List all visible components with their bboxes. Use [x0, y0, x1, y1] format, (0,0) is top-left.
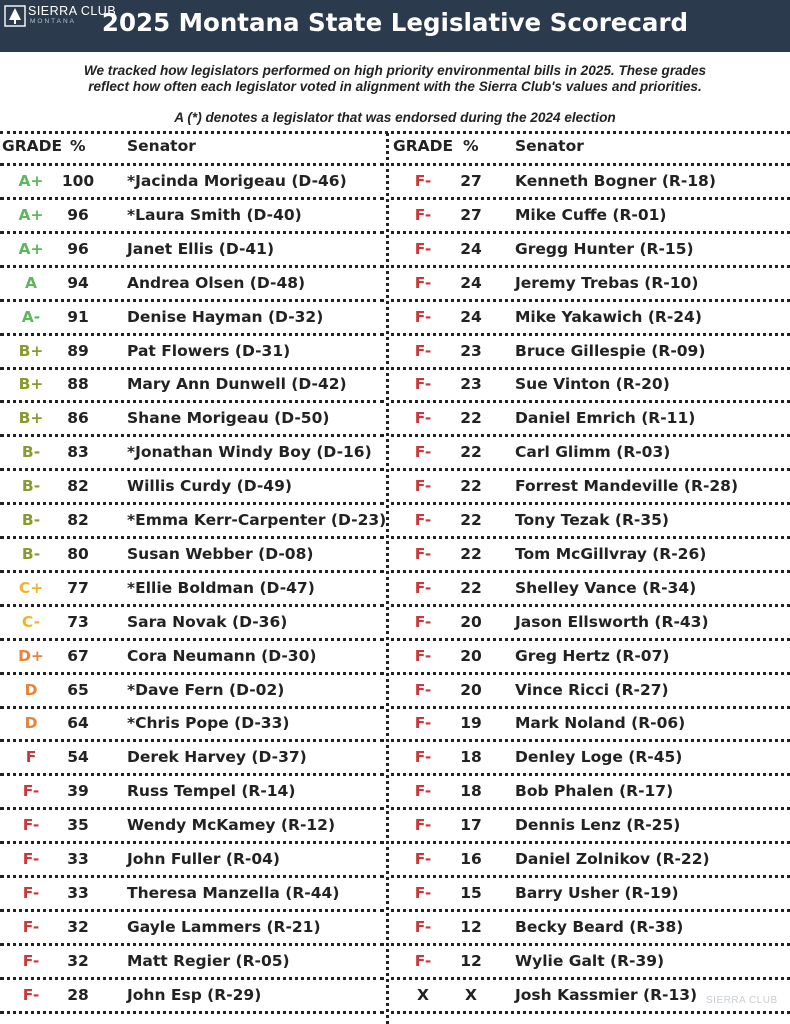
percent-cell: X — [465, 986, 477, 1004]
senator-cell: Jeremy Trebas (R-10) — [515, 274, 699, 292]
percent-cell: 12 — [460, 952, 482, 970]
percent-cell: 15 — [460, 884, 482, 902]
grade-cell: F- — [414, 409, 432, 427]
senator-cell: Gayle Lammers (R-21) — [127, 918, 321, 936]
right-senator-header: Senator — [515, 137, 584, 155]
percent-cell: 33 — [67, 884, 89, 902]
senator-cell: Wendy McKamey (R-12) — [127, 816, 336, 834]
table-row — [391, 946, 790, 980]
table-row — [0, 403, 384, 437]
senator-cell: Tom McGillvray (R-26) — [515, 545, 707, 563]
grade-cell: F- — [22, 816, 40, 834]
percent-cell: 20 — [460, 613, 482, 631]
table-row — [391, 742, 790, 776]
senator-cell: Pat Flowers (D-31) — [127, 342, 291, 360]
grade-cell: F- — [414, 342, 432, 360]
senator-cell: Mary Ann Dunwell (D-42) — [127, 375, 347, 393]
senator-cell: Mark Noland (R-06) — [515, 714, 686, 732]
senator-cell: Forrest Mandeville (R-28) — [515, 477, 739, 495]
grade-cell: F- — [414, 308, 432, 326]
grade-cell: C- — [21, 613, 41, 631]
grade-cell: D — [24, 714, 38, 732]
grade-cell: B+ — [18, 342, 44, 360]
grade-cell: F- — [22, 782, 40, 800]
grade-cell: F- — [414, 816, 432, 834]
table-row — [0, 302, 384, 336]
table-row — [391, 336, 790, 370]
percent-cell: 86 — [67, 409, 89, 427]
grade-cell: F- — [414, 782, 432, 800]
senator-cell: Becky Beard (R-38) — [515, 918, 684, 936]
grade-cell: F- — [414, 240, 432, 258]
grade-cell: D+ — [18, 647, 44, 665]
table-row — [391, 675, 790, 709]
senator-cell: Andrea Olsen (D-48) — [127, 274, 306, 292]
senator-cell: *Chris Pope (D-33) — [127, 714, 290, 732]
senator-cell: Sue Vinton (R-20) — [515, 375, 670, 393]
percent-cell: 100 — [61, 172, 95, 190]
grade-cell: B- — [21, 477, 41, 495]
senator-cell: *Emma Kerr-Carpenter (D-23) — [127, 511, 387, 529]
grade-cell: B- — [21, 545, 41, 563]
table-row — [391, 641, 790, 675]
percent-cell: 96 — [67, 240, 89, 258]
percent-cell: 33 — [67, 850, 89, 868]
percent-cell: 67 — [67, 647, 89, 665]
percent-cell: 32 — [67, 952, 89, 970]
senator-cell: Susan Webber (D-08) — [127, 545, 314, 563]
grade-cell: F- — [414, 274, 432, 292]
senator-cell: Mike Yakawich (R-24) — [515, 308, 702, 326]
percent-cell: 83 — [67, 443, 89, 461]
grade-cell: F- — [414, 443, 432, 461]
table-row — [0, 437, 384, 471]
senator-cell: Janet Ellis (D-41) — [127, 240, 275, 258]
table-row — [0, 810, 384, 844]
table-row — [391, 471, 790, 505]
percent-cell: 22 — [460, 579, 482, 597]
percent-cell: 19 — [460, 714, 482, 732]
senator-cell: John Esp (R-29) — [127, 986, 262, 1004]
table-row — [391, 539, 790, 573]
percent-cell: 82 — [67, 511, 89, 529]
senator-cell: Carl Glimm (R-03) — [515, 443, 671, 461]
percent-cell: 82 — [67, 477, 89, 495]
intro-text — [20, 63, 770, 95]
table-row — [391, 878, 790, 912]
percent-cell: 35 — [67, 816, 89, 834]
table-row — [0, 369, 384, 403]
table-row — [391, 200, 790, 234]
table-row — [391, 844, 790, 878]
grade-cell: F- — [22, 918, 40, 936]
percent-cell: 12 — [460, 918, 482, 936]
percent-cell: 64 — [67, 714, 89, 732]
senator-cell: Kenneth Bogner (R-18) — [515, 172, 716, 190]
grade-cell: B+ — [18, 409, 44, 427]
senator-cell: Russ Tempel (R-14) — [127, 782, 296, 800]
senator-cell: Sara Novak (D-36) — [127, 613, 288, 631]
senator-cell: Daniel Emrich (R-11) — [515, 409, 696, 427]
table-row — [0, 471, 384, 505]
table-row — [0, 844, 384, 878]
grade-cell: A — [25, 274, 37, 292]
grade-cell: B+ — [18, 375, 44, 393]
senator-cell: Gregg Hunter (R-15) — [515, 240, 694, 258]
percent-cell: 24 — [460, 274, 482, 292]
table-row — [391, 268, 790, 302]
grade-cell: B- — [21, 443, 41, 461]
endorsement-note: A (*) denotes a legislator that was endorsed during the 2024 election — [174, 110, 616, 125]
left-grade-header: GRADE — [2, 137, 63, 155]
table-row — [391, 403, 790, 437]
senator-cell: Josh Kassmier (R-13) — [515, 986, 698, 1004]
grade-cell: A+ — [18, 206, 44, 224]
percent-cell: 20 — [460, 647, 482, 665]
senator-cell: John Fuller (R-04) — [127, 850, 281, 868]
percent-cell: 96 — [67, 206, 89, 224]
grade-cell: F- — [414, 613, 432, 631]
percent-cell: 27 — [460, 172, 482, 190]
grade-cell: F- — [22, 986, 40, 1004]
table-row — [0, 336, 384, 370]
grade-cell: F- — [414, 511, 432, 529]
grade-cell: F- — [414, 477, 432, 495]
table-row — [391, 302, 790, 336]
senator-cell: Willis Curdy (D-49) — [127, 477, 292, 495]
percent-cell: 23 — [460, 375, 482, 393]
table-row — [391, 369, 790, 403]
page-title: 2025 Montana State Legislative Scorecard — [101, 8, 689, 37]
percent-cell: 28 — [67, 986, 89, 1004]
senator-cell: Wylie Galt (R-39) — [515, 952, 665, 970]
table-row — [0, 573, 384, 607]
percent-cell: 20 — [460, 681, 482, 699]
senator-cell: Derek Harvey (D-37) — [127, 748, 307, 766]
table-row — [0, 200, 384, 234]
senator-cell: *Laura Smith (D-40) — [127, 206, 302, 224]
table-row — [0, 878, 384, 912]
senator-cell: Mike Cuffe (R-01) — [515, 206, 667, 224]
senator-cell: Greg Hertz (R-07) — [515, 647, 670, 665]
senator-cell: *Ellie Boldman (D-47) — [127, 579, 315, 597]
percent-cell: 18 — [460, 782, 482, 800]
senator-cell: Matt Regier (R-05) — [127, 952, 290, 970]
grade-cell: F- — [22, 850, 40, 868]
intro-line-2: reflect how often each legislator voted in alignment with the Sierra Club's values and priorities. — [88, 79, 702, 94]
grade-cell: X — [417, 986, 429, 1004]
percent-cell: 88 — [67, 375, 89, 393]
table-row — [0, 675, 384, 709]
title-banner — [0, 0, 790, 52]
senator-cell: Barry Usher (R-19) — [515, 884, 679, 902]
senator-cell: Denise Hayman (D-32) — [127, 308, 324, 326]
senator-cell: Theresa Manzella (R-44) — [127, 884, 340, 902]
percent-cell: 89 — [67, 342, 89, 360]
table-row — [0, 505, 387, 539]
grade-cell: F- — [414, 884, 432, 902]
percent-cell: 16 — [460, 850, 482, 868]
senator-cell: Jason Ellsworth (R-43) — [515, 613, 709, 631]
table-row — [0, 980, 384, 1014]
left-senator-header: Senator — [127, 137, 196, 155]
grade-cell: A+ — [18, 240, 44, 258]
senator-cell: *Jacinda Morigeau (D-46) — [127, 172, 347, 190]
percent-cell: 18 — [460, 748, 482, 766]
percent-cell: 32 — [67, 918, 89, 936]
grade-cell: B- — [21, 511, 41, 529]
table-row — [0, 708, 384, 742]
grade-cell: F- — [414, 172, 432, 190]
percent-cell: 39 — [67, 782, 89, 800]
grade-cell: F- — [414, 375, 432, 393]
percent-cell: 17 — [460, 816, 482, 834]
percent-cell: 27 — [460, 206, 482, 224]
senator-cell: Daniel Zolnikov (R-22) — [515, 850, 710, 868]
table-row — [0, 742, 384, 776]
senator-cell: Bob Phalen (R-17) — [515, 782, 674, 800]
percent-cell: 73 — [67, 613, 89, 631]
percent-cell: 91 — [67, 308, 89, 326]
percent-cell: 24 — [460, 240, 482, 258]
table-row — [0, 641, 384, 675]
grade-cell: F- — [414, 918, 432, 936]
intro-line-1: We tracked how legislators performed on high priority environmental bills in 2025. These grades — [83, 63, 707, 78]
table-row — [391, 437, 790, 471]
grade-cell: F- — [22, 884, 40, 902]
percent-cell: 22 — [460, 443, 482, 461]
senator-cell: Dennis Lenz (R-25) — [515, 816, 681, 834]
table-row — [391, 708, 790, 742]
row-divider — [391, 1011, 790, 1014]
senator-cell: *Dave Fern (D-02) — [127, 681, 285, 699]
table-row — [0, 268, 384, 302]
table-row — [0, 776, 384, 810]
percent-cell: 22 — [460, 511, 482, 529]
percent-cell: 24 — [460, 308, 482, 326]
right-grade-header: GRADE — [393, 137, 454, 155]
table-row — [391, 166, 790, 200]
senator-cell: Shane Morigeau (D-50) — [127, 409, 330, 427]
table-row — [391, 810, 790, 844]
table-row — [391, 505, 790, 539]
table-row — [0, 166, 384, 200]
percent-cell: 65 — [67, 681, 89, 699]
top-divider — [0, 131, 790, 134]
grade-cell: F- — [414, 748, 432, 766]
senator-cell: *Jonathan Windy Boy (D-16) — [127, 443, 372, 461]
percent-cell: 22 — [460, 477, 482, 495]
grade-cell: A- — [21, 308, 41, 326]
grade-cell: F- — [414, 206, 432, 224]
grade-cell: C+ — [18, 579, 44, 597]
grade-cell: F — [25, 748, 37, 766]
senator-cell: Cora Neumann (D-30) — [127, 647, 317, 665]
grade-cell: F- — [414, 681, 432, 699]
table-row — [391, 607, 790, 641]
left-percent-header: % — [70, 137, 86, 155]
grade-cell: D — [24, 681, 38, 699]
logo-subtext: MONTANA — [30, 18, 77, 25]
percent-cell: 54 — [67, 748, 89, 766]
right-percent-header: % — [463, 137, 479, 155]
senator-cell: Bruce Gillespie (R-09) — [515, 342, 706, 360]
senator-cell: Shelley Vance (R-34) — [515, 579, 697, 597]
grade-cell: F- — [414, 579, 432, 597]
percent-cell: 94 — [67, 274, 89, 292]
table-row — [0, 234, 384, 268]
percent-cell: 23 — [460, 342, 482, 360]
grade-cell: F- — [414, 850, 432, 868]
grade-cell: F- — [22, 952, 40, 970]
percent-cell: 22 — [460, 409, 482, 427]
percent-cell: 80 — [67, 545, 89, 563]
grade-cell: F- — [414, 647, 432, 665]
table-row — [391, 234, 790, 268]
senator-cell: Denley Loge (R-45) — [515, 748, 683, 766]
table-row — [0, 539, 384, 573]
grade-cell: F- — [414, 545, 432, 563]
table-row — [0, 946, 384, 980]
logo-text: SIERRA CLUB — [28, 4, 117, 18]
table-row — [0, 607, 384, 641]
senator-cell: Tony Tezak (R-35) — [515, 511, 670, 529]
senator-cell: Vince Ricci (R-27) — [515, 681, 669, 699]
column-divider — [386, 133, 389, 1024]
grade-cell: A+ — [18, 172, 44, 190]
grade-cell: F- — [414, 714, 432, 732]
grade-cell: F- — [414, 952, 432, 970]
table-row — [0, 912, 384, 946]
row-divider — [0, 1011, 384, 1014]
percent-cell: 22 — [460, 545, 482, 563]
sierra-club-watermark: SIERRA CLUB — [706, 995, 778, 1006]
table-row — [391, 776, 790, 810]
percent-cell: 77 — [67, 579, 89, 597]
table-row — [391, 573, 790, 607]
table-row — [391, 912, 790, 946]
